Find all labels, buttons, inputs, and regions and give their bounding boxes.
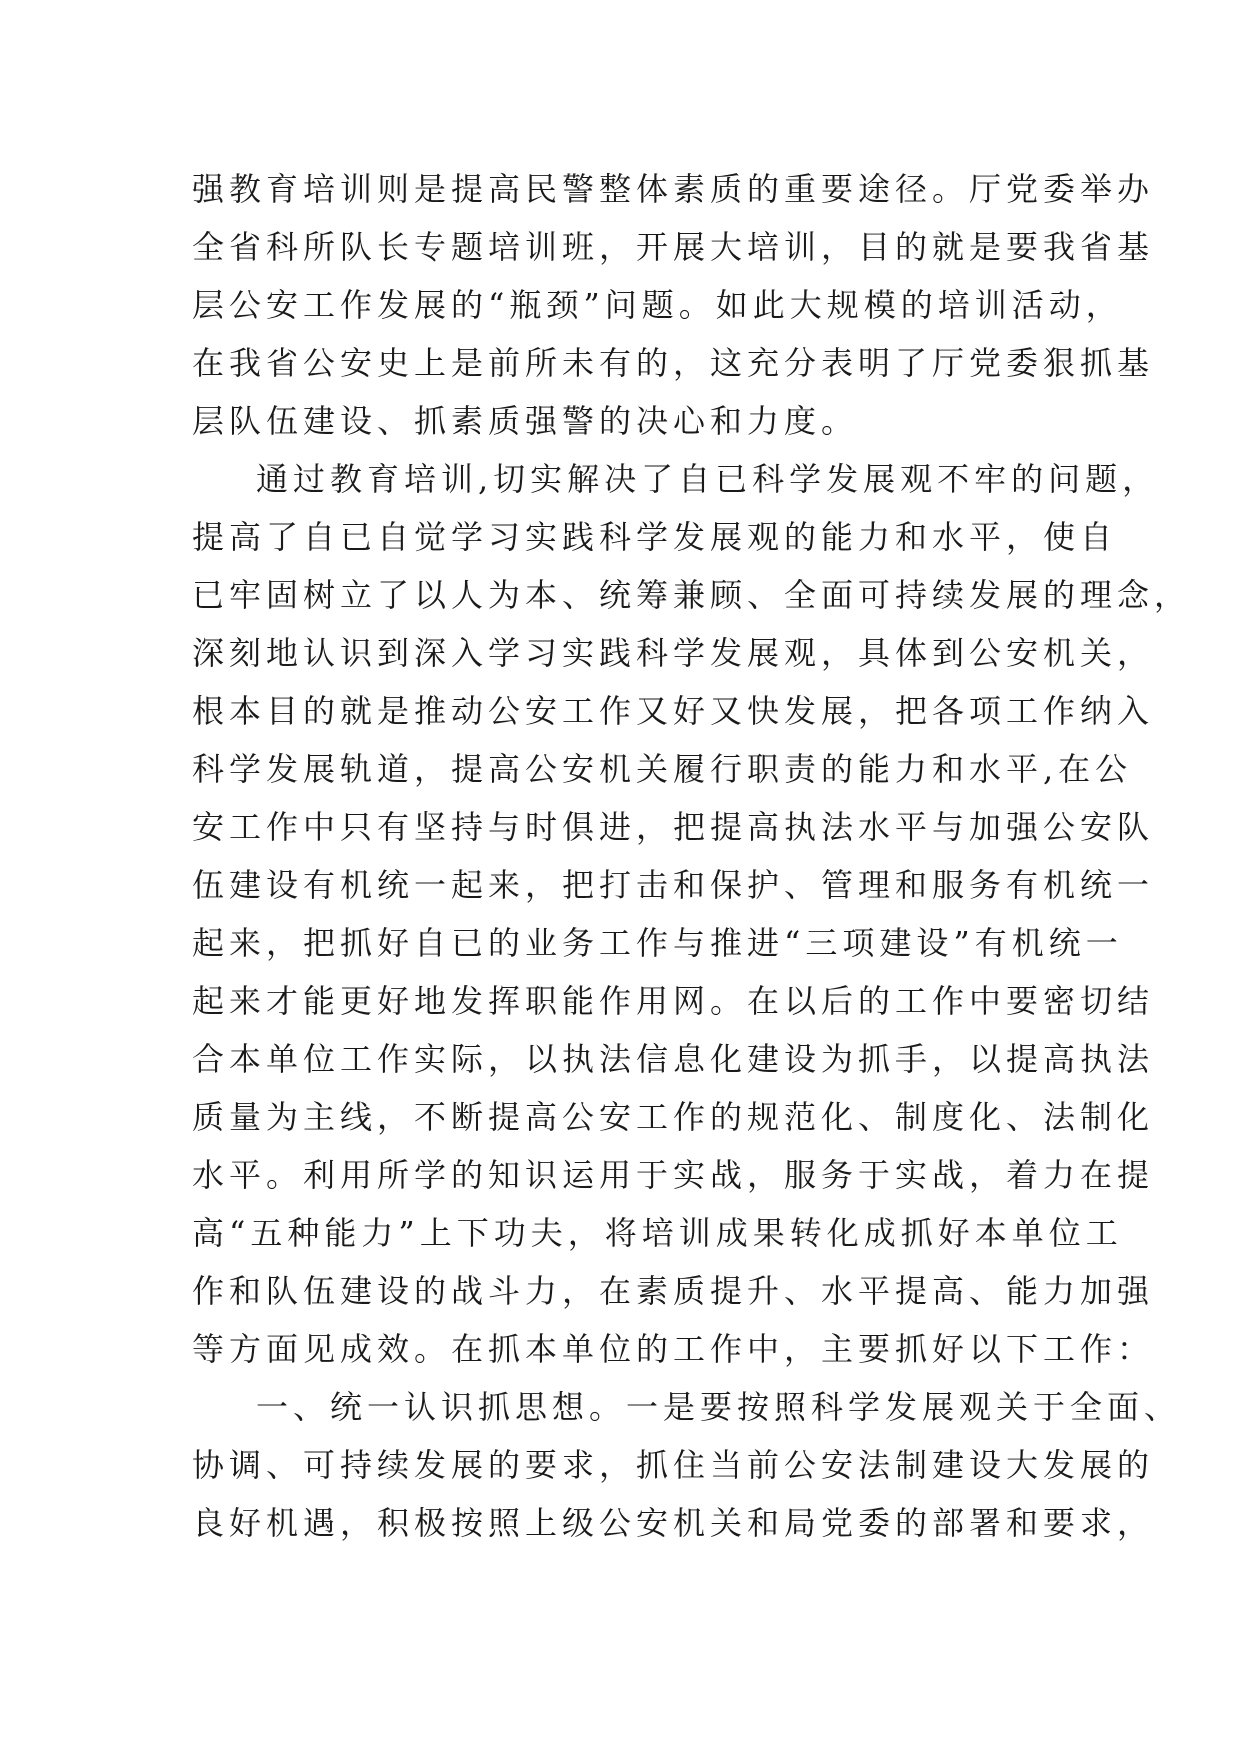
text-line-2: 全省科所队长专题培训班，开展大培训，目的就是要我省基 [192, 228, 1155, 266]
document-body [192, 160, 1192, 1552]
text-line-7: 提高了自已自觉学习实践科学发展观的能力和水平，使自 [192, 518, 1118, 556]
text-line-16: 合本单位工作实际，以执法信息化建设为抓手，以提高执法 [192, 1040, 1155, 1078]
text-line-17: 质量为主线，不断提高公安工作的规范化、制度化、法制化 [192, 1098, 1155, 1136]
text-line-9: 深刻地认识到深入学习实践科学发展观，具体到公安机关， [192, 634, 1155, 672]
text-line-20: 作和队伍建设的战斗力，在素质提升、水平提高、能力加强 [192, 1272, 1155, 1310]
text-line-4: 在我省公安史上是前所未有的，这充分表明了厅党委狠抓基 [192, 344, 1155, 382]
text-line-21: 等方面见成效。在抓本单位的工作中，主要抓好以下工作： [192, 1330, 1155, 1368]
text-line-18: 水平。利用所学的知识运用于实战，服务于实战，着力在提 [192, 1156, 1155, 1194]
text-line-5: 层队伍建设、抓素质强警的决心和力度。 [192, 402, 859, 440]
text-line-1: 强教育培训则是提高民警整体素质的重要途径。厅党委举办 [192, 170, 1155, 208]
text-line-14: 起来，把抓好自已的业务工作与推进“三项建设”有机统一 [192, 924, 1123, 962]
text-line-11: 科学发展轨道，提高公安机关履行职责的能力和水平,在公 [192, 750, 1133, 788]
text-line-19: 高“五种能力”上下功夫，将培训成果转化成抓好本单位工 [192, 1214, 1123, 1252]
text-line-15: 起来才能更好地发挥职能作用网。在以后的工作中要密切结 [192, 982, 1155, 1020]
text-line-22: 一、统一认识抓思想。一是要按照科学发展观关于全面、 [256, 1388, 1182, 1426]
text-line-12: 安工作中只有坚持与时俱进，把提高执法水平与加强公安队 [192, 808, 1155, 846]
text-line-6: 通过教育培训,切实解决了自已科学发展观不牢的问题， [256, 460, 1160, 498]
text-line-13: 伍建设有机统一起来，把打击和保护、管理和服务有机统一 [192, 866, 1155, 904]
text-line-8: 已牢固树立了以人为本、统筹兼顾、全面可持续发展的理念， [192, 576, 1192, 614]
text-line-3: 层公安工作发展的“瓶颈”问题。如此大规模的培训活动， [192, 286, 1123, 324]
text-line-10: 根本目的就是推动公安工作又好又快发展，把各项工作纳入 [192, 692, 1155, 730]
text-line-23: 协调、可持续发展的要求，抓住当前公安法制建设大发展的 [192, 1446, 1155, 1484]
text-line-24: 良好机遇，积极按照上级公安机关和局党委的部署和要求， [192, 1504, 1155, 1542]
